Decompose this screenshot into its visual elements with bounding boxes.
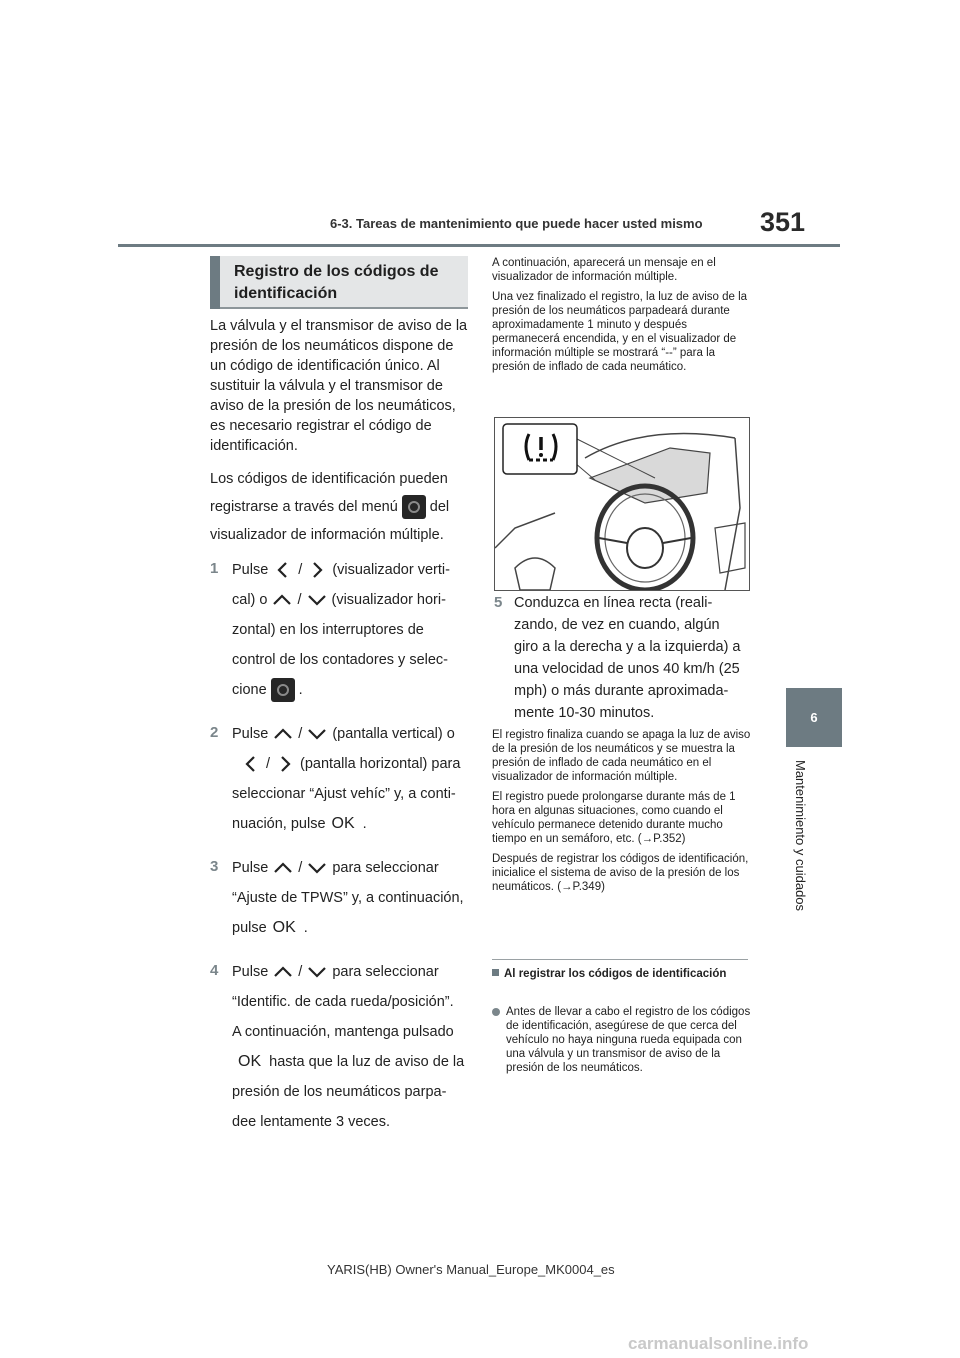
step-number: 5 xyxy=(494,594,503,611)
section-heading-bar xyxy=(210,256,220,309)
step-3: 3 Pulse / para seleccionar “Ajuste de TPWS” y, a continuación, pulse OK . xyxy=(210,858,464,936)
intro-paragraph: La válvula y el transmisor de aviso de la presión de los neumáticos dispone de un código de identificación único. Al sustituir la válvula y el transmisor de aviso de la presión de los neumáticos, es necesario registrar el código de identificación. xyxy=(210,318,468,454)
step-4: 4 Pulse / para seleccionar “Identific. de cada rueda/posición”. A continuación, mantenga pulsado OK hasta que la luz de aviso de la presión de los neumáticos parpa- dee lentamente 3 veces. xyxy=(210,962,465,1130)
chapter-tab[interactable]: 6 xyxy=(786,688,842,747)
step-2: 2 Pulse / (pantalla vertical) o / (pantalla horizontal) para seleccionar “Ajust vehíc” y, a conti- nuación, pulse OK . xyxy=(210,724,461,832)
watermark[interactable]: carmanualsonline.info xyxy=(628,1334,809,1353)
header-section-title: 6-3. Tareas de mantenimiento que puede hacer usted mismo xyxy=(330,216,703,231)
note-bullet-item: Antes de llevar a cabo el registro de los códigos de identificación, asegúrese de que cerca del vehículo no haya ninguna rueda equipada con una válvula y un transmisor de aviso de la presión de los neumáticos. xyxy=(492,1005,754,1075)
note-divider xyxy=(492,959,748,960)
step-1: 1 Pulse / (visualizador verti- cal) o / (visualizador hori- zontal) en los interruptores de control de los contadores y selec- cione . xyxy=(210,555,472,705)
settings-gear-icon xyxy=(271,678,295,702)
ok-button-icon: OK xyxy=(238,1053,262,1070)
chevron-up-icon xyxy=(272,725,294,743)
chapter-label: Mantenimiento y cuidados xyxy=(793,760,808,912)
chevron-down-icon xyxy=(306,725,328,743)
tire-pressure-warning-icon xyxy=(519,426,563,470)
paragraph: Después de registrar los códigos de identificación, inicialice el sistema de aviso de la presión de los neumáticos. (→P.349) xyxy=(492,853,749,893)
footer-manual-id: YARIS(HB) Owner's Manual_Europe_MK0004_es xyxy=(327,1262,615,1277)
section-heading: Registro de los códigos de identificación xyxy=(234,263,439,302)
chevron-up-icon xyxy=(272,859,294,877)
left-column xyxy=(210,316,472,1145)
right-column-lower xyxy=(492,728,754,900)
paragraph: El registro puede prolongarse durante más de 1 hora en algunas situaciones, como cuando el vehículo permanece detenido durante mucho tiempo en un semáforo, etc. (→P.352) xyxy=(492,791,736,845)
step-number: 4 xyxy=(210,962,219,979)
paragraph: Una vez finalizado el registro, la luz de aviso de la presión de los neumáticos parpadeará durante aproximadamente 1 minuto y después permanecerá encendida, y en el visualizador de información múltiple se mostrará “--” para la presión de inflado de cada neumático. xyxy=(492,291,748,373)
chevron-up-icon xyxy=(272,963,294,981)
step-number: 3 xyxy=(210,858,219,875)
section-heading-box xyxy=(210,256,468,309)
dashboard-illustration xyxy=(494,417,750,591)
paragraph: A continuación, aparecerá un mensaje en el visualizador de información múltiple. xyxy=(492,257,716,283)
chevron-down-icon xyxy=(306,859,328,877)
round-bullet-icon xyxy=(492,1008,500,1016)
step-5: 5 Conduzca en línea recta (reali- zando, de vez en cuando, algún giro a la derecha y a la izquierda) a una velocidad de unos 40 km/h (25 mph) o más durante aproximada- mente 10-30 minutos. xyxy=(494,594,741,721)
step-number: 1 xyxy=(210,560,219,577)
paragraph: El registro finaliza cuando se apaga la luz de aviso de la presión de los neumáticos y se muestra la presión de inflado de cada neumático en el visualizador de información múltiple. xyxy=(492,729,751,783)
chevron-left-icon xyxy=(240,755,262,773)
chevron-left-icon xyxy=(272,561,294,579)
menu-line-3: visualizador de información múltiple. xyxy=(210,527,444,543)
header-rule xyxy=(118,244,840,247)
step-number: 2 xyxy=(210,724,219,741)
right-column-top xyxy=(492,256,752,380)
chevron-down-icon xyxy=(306,591,328,609)
chevron-right-icon xyxy=(274,755,296,773)
page-number: 351 xyxy=(760,207,806,237)
settings-gear-icon xyxy=(402,495,426,519)
menu-line-2: registrarse a través del menú del xyxy=(210,493,472,521)
note-heading: Al registrar los códigos de identificación xyxy=(492,967,754,981)
chevron-up-icon xyxy=(271,591,293,609)
chevron-right-icon xyxy=(306,561,328,579)
ok-button-icon: OK xyxy=(331,815,355,832)
ok-button-icon: OK xyxy=(272,919,296,936)
square-bullet-icon xyxy=(492,969,499,976)
chevron-down-icon xyxy=(306,963,328,981)
menu-line-1: Los códigos de identificación pueden xyxy=(210,471,448,487)
